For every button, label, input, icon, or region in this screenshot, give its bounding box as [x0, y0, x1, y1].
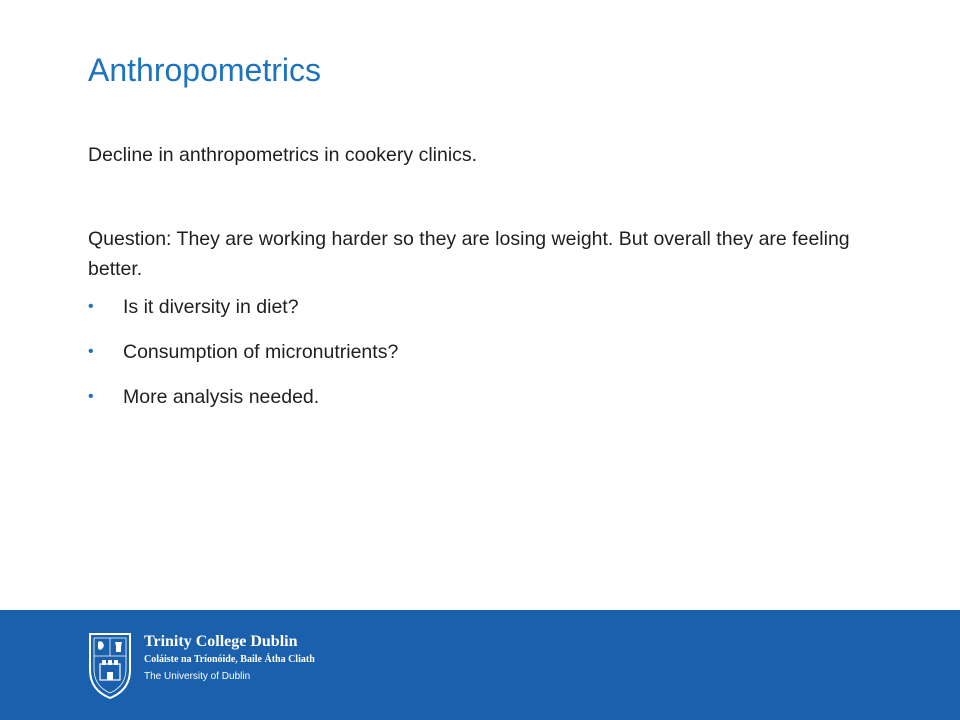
bullet-text: Is it diversity in diet?: [123, 296, 299, 318]
paragraph-question: Question: They are working harder so they are losing weight. But overall they are feeling better.: [88, 228, 850, 280]
institution-subtitle: The University of Dublin: [144, 671, 251, 682]
slide-body: [88, 140, 888, 427]
footer-brand: [144, 632, 315, 684]
bullet-text: Consumption of micronutrients?: [123, 341, 399, 363]
institution-irish-name: Coláiste na Tríonóide, Baile Átha Cliath: [144, 654, 315, 665]
bullet-item: [88, 292, 888, 322]
paragraph-decline: Decline in anthropometrics in cookery clinics.: [88, 144, 478, 166]
bullet-icon: •: [88, 388, 94, 405]
bullet-item: [88, 382, 888, 412]
bullet-icon: •: [88, 343, 94, 360]
slide-title: Anthropometrics: [88, 52, 321, 88]
bullet-item: [88, 337, 888, 367]
bullet-list: [88, 292, 888, 412]
bullet-text: More analysis needed.: [123, 386, 320, 408]
institution-name: Trinity College Dublin: [144, 633, 298, 650]
footer-bar: [0, 610, 960, 720]
bullet-icon: •: [88, 298, 94, 315]
college-crest-icon: [86, 630, 134, 702]
